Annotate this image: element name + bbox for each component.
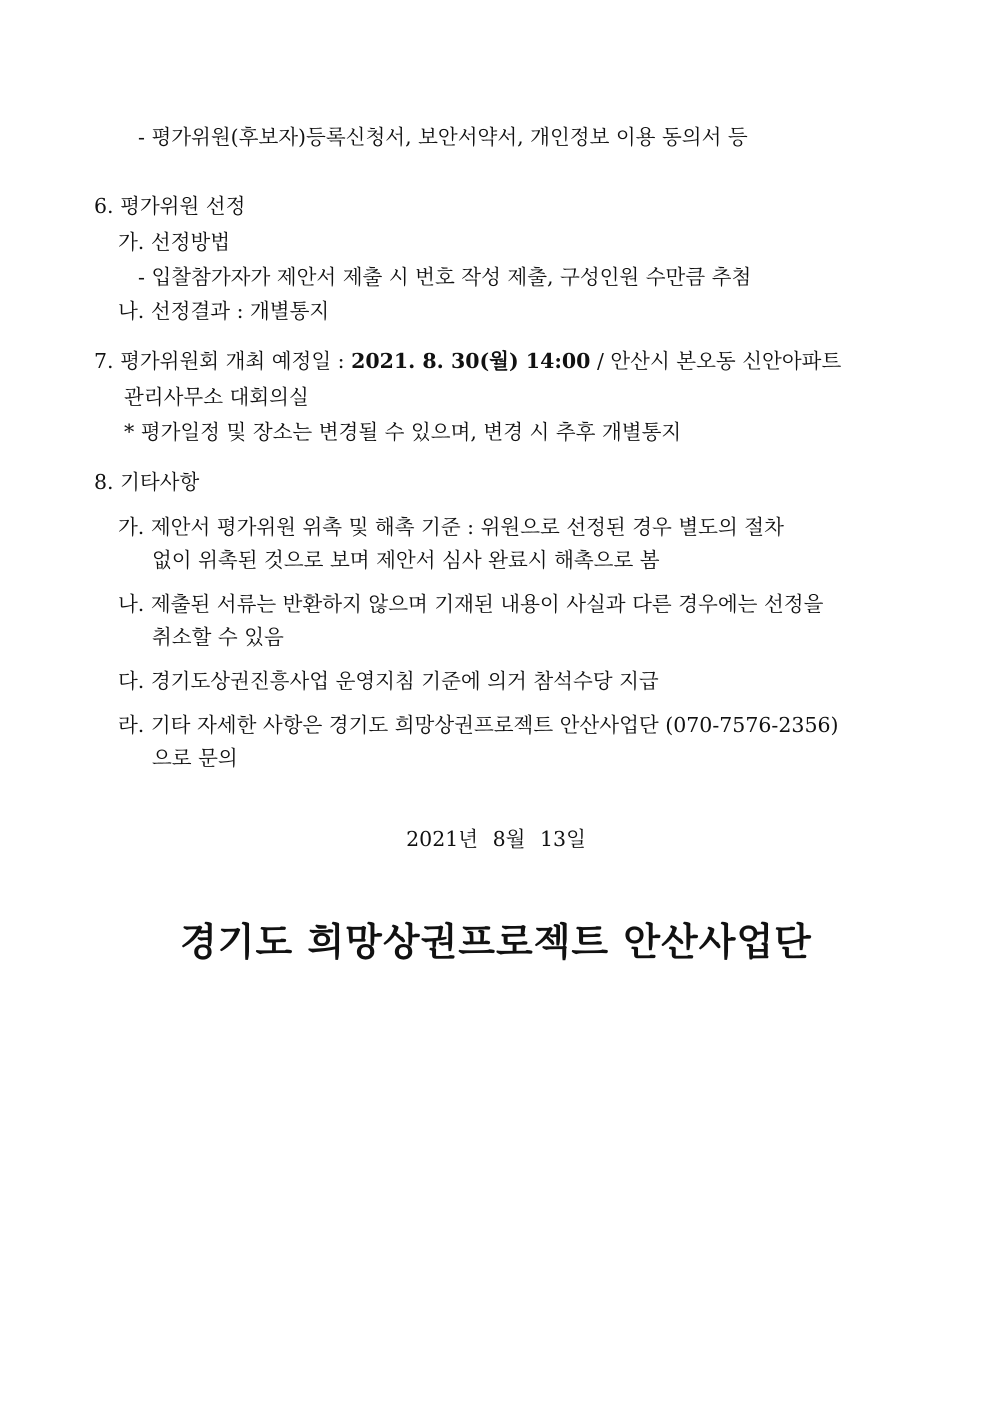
section-7-prefix: 7. 평가위원회 개최 예정일 : bbox=[94, 349, 352, 373]
section-8-item-d-line2: 으로 문의 bbox=[152, 746, 238, 770]
organization-name: 경기도 희망상권프로젝트 안산사업단 bbox=[180, 920, 812, 964]
section-6-heading: 6. 평가위원 선정 bbox=[94, 194, 246, 218]
section-6-item-b: 나. 선정결과 : 개별통지 bbox=[118, 299, 330, 323]
sub-item-documents: - 평가위원(후보자)등록신청서, 보안서약서, 개인정보 이용 동의서 등 bbox=[138, 125, 748, 149]
section-7-suffix: / 안산시 본오동 신안아파트 bbox=[590, 349, 842, 373]
section-8-item-b-line2: 취소할 수 있음 bbox=[152, 625, 284, 649]
section-8-item-a-line1: 가. 제안서 평가위원 위촉 및 해촉 기준 : 위원으로 선정된 경우 별도의 절차 bbox=[118, 515, 784, 539]
section-7-line2: 관리사무소 대회의실 bbox=[124, 385, 309, 409]
section-6-item-a: 가. 선정방법 bbox=[118, 230, 231, 254]
section-8-heading: 8. 기타사항 bbox=[94, 470, 200, 494]
section-8-item-a-line2: 없이 위촉된 것으로 보며 제안서 심사 완료시 해촉으로 봄 bbox=[152, 548, 660, 572]
section-8-item-d-line1: 라. 기타 자세한 사항은 경기도 희망상권프로젝트 안산사업단 (070-7576-2356) bbox=[118, 713, 839, 737]
section-8-item-b-line1: 나. 제출된 서류는 반환하지 않으며 기재된 내용이 사실과 다른 경우에는 선정을 bbox=[118, 592, 824, 616]
section-8-item-c: 다. 경기도상권진흥사업 운영지침 기준에 의거 참석수당 지급 bbox=[118, 669, 659, 693]
section-7-note: * 평가일정 및 장소는 변경될 수 있으며, 변경 시 추후 개별통지 bbox=[124, 420, 682, 444]
section-6-item-a-detail: - 입찰참가자가 제안서 제출 시 번호 작성 제출, 구성인원 수만큼 추첨 bbox=[138, 265, 752, 289]
section-7-line1 bbox=[94, 347, 841, 375]
meeting-datetime: 2021. 8. 30(월) 14:00 bbox=[351, 349, 591, 373]
document-date: 2021년 8월 13일 bbox=[406, 827, 586, 851]
